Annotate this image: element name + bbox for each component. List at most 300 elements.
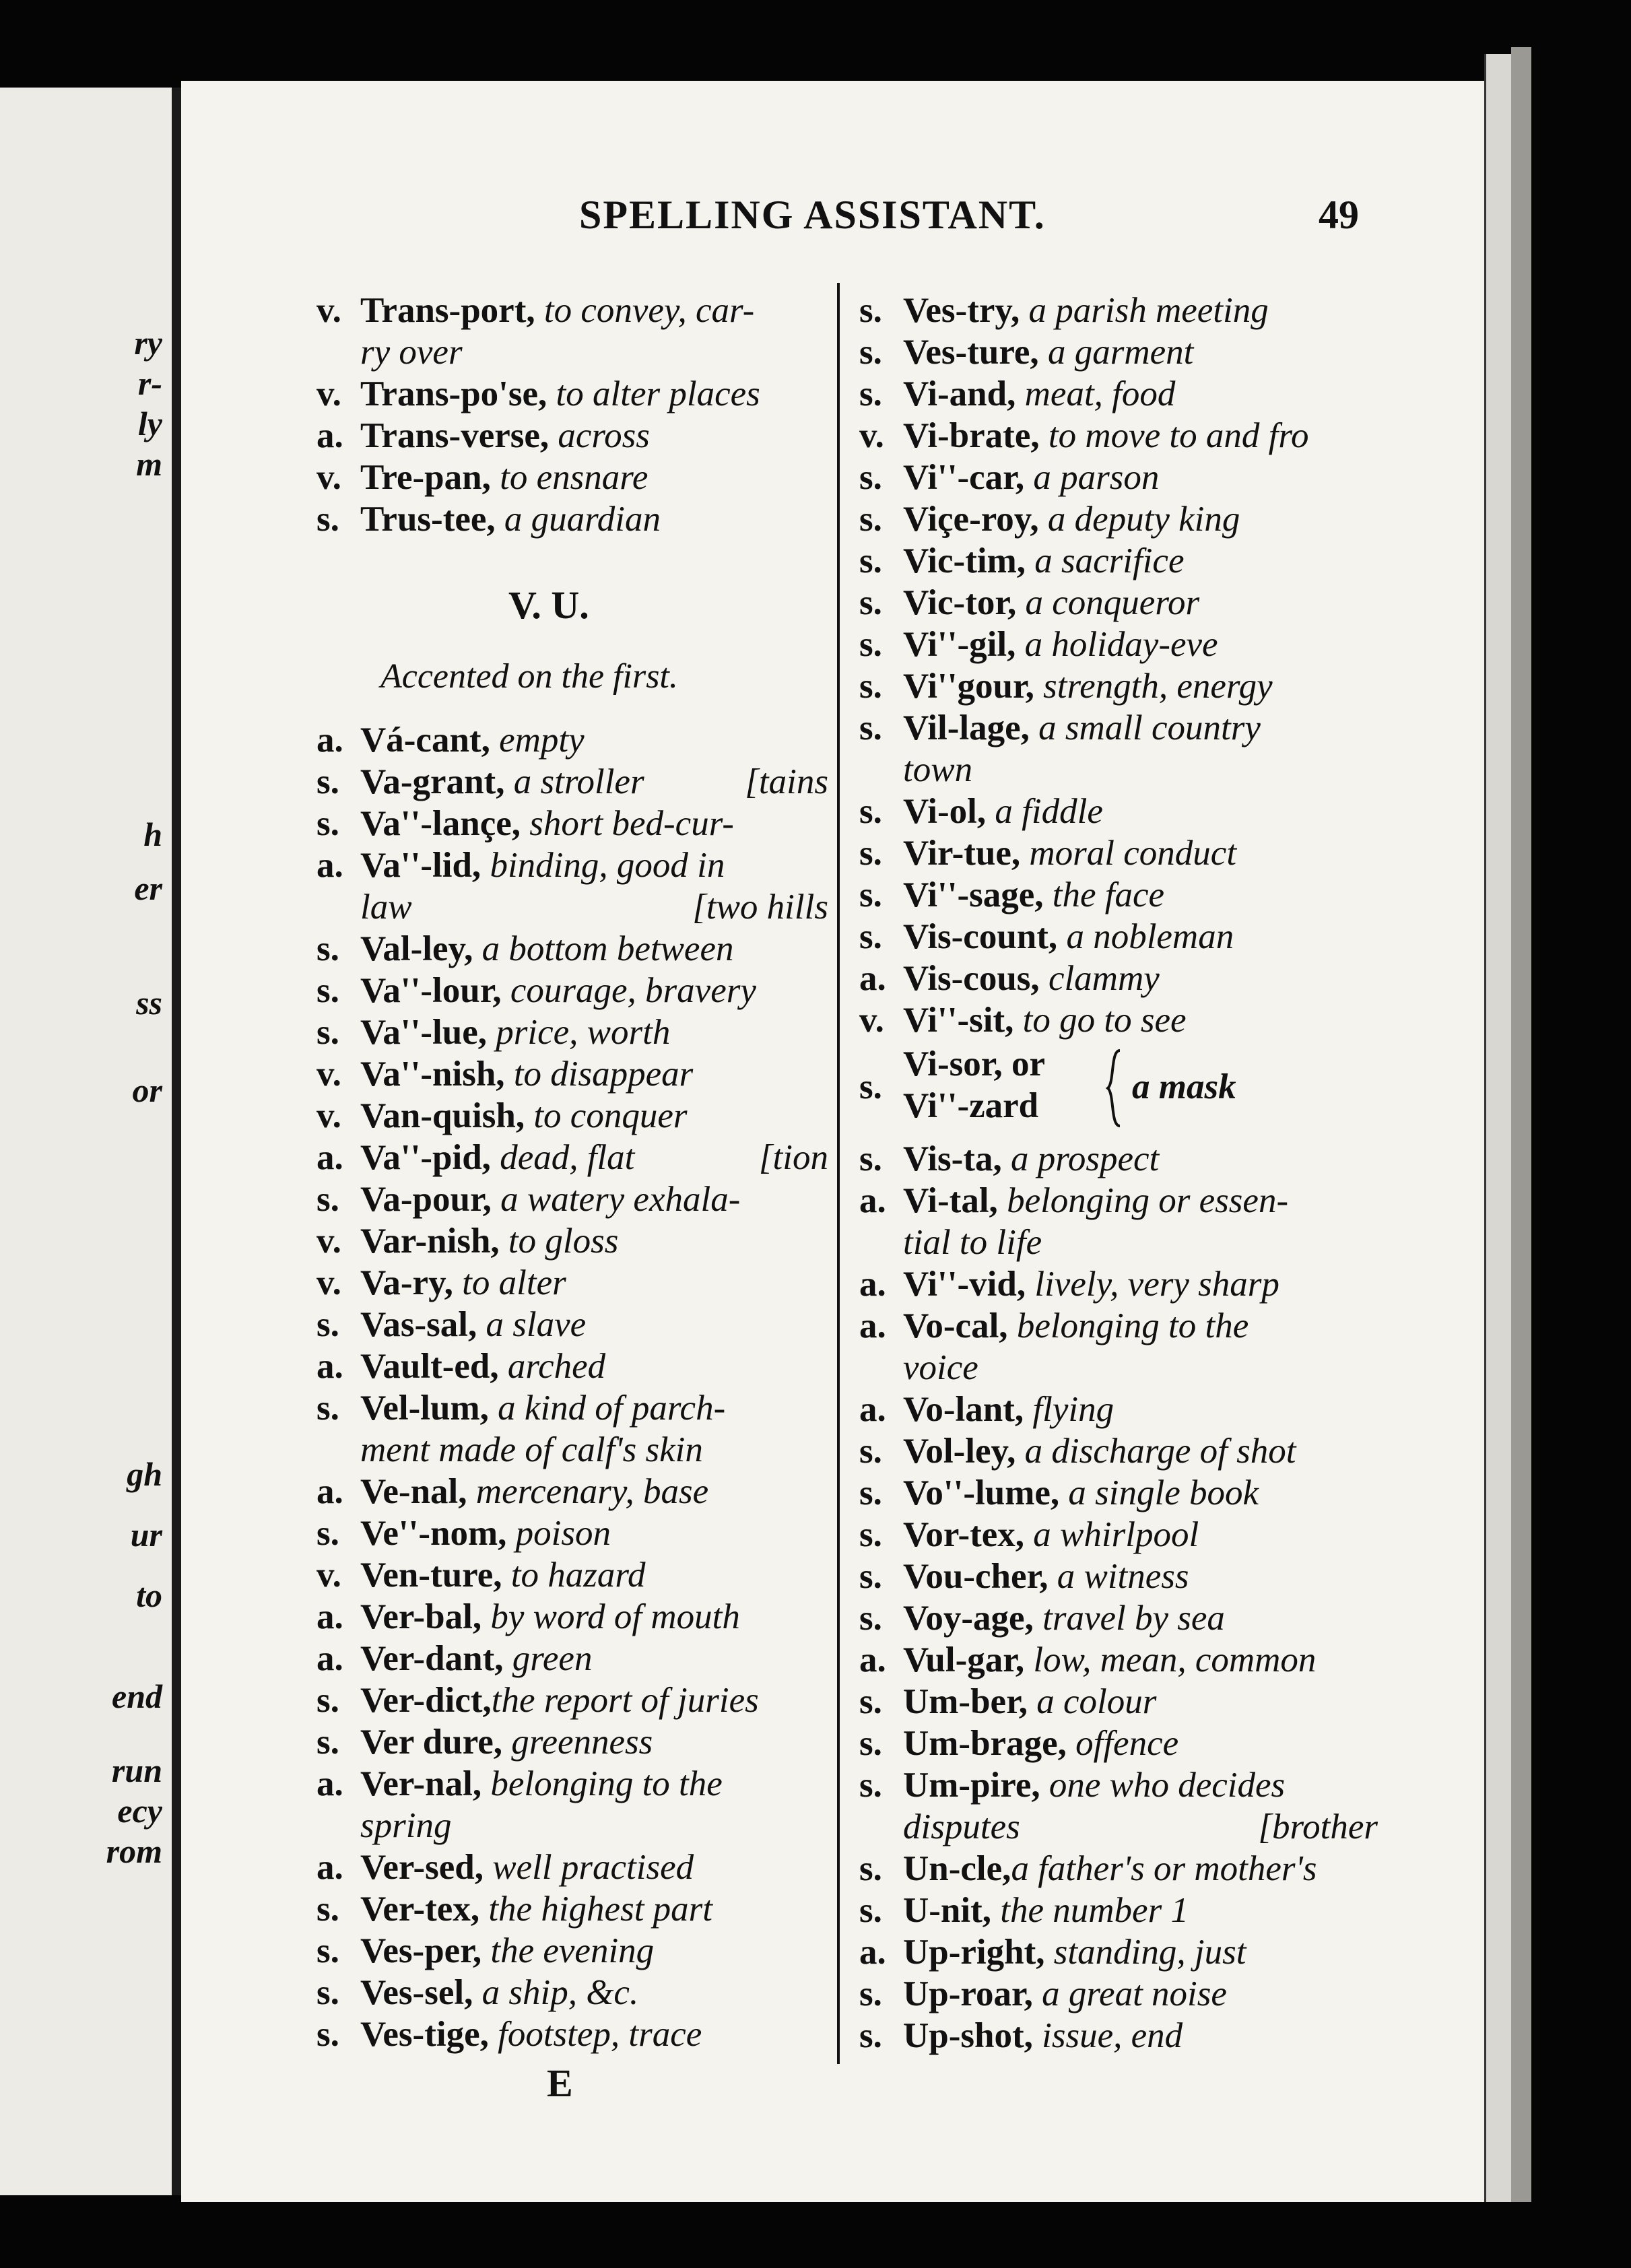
headword: Trans-po'se, (360, 374, 547, 413)
definition: flying (1024, 1390, 1114, 1429)
dictionary-entry (859, 832, 1378, 874)
entry-text (903, 1430, 1296, 1472)
dictionary-entry (317, 1596, 828, 1638)
definition: a mask (1132, 1067, 1236, 1106)
entry-text (360, 415, 650, 457)
definition: greenness (502, 1723, 653, 1762)
dictionary-entry (317, 844, 828, 886)
dictionary-entry (317, 1721, 828, 1763)
dictionary-entry (317, 373, 828, 415)
entry-text (360, 1972, 638, 2013)
facing-page-text-fragment: m (136, 445, 162, 483)
dictionary-entry (317, 1930, 828, 1972)
definition: a parson (1024, 458, 1160, 497)
part-of-speech: s. (859, 583, 882, 622)
facing-page-text-fragment: r- (137, 364, 162, 402)
entry-text (903, 457, 1159, 498)
definition-continuation: ment made of calf's skin (360, 1430, 703, 1469)
definition: empty (490, 721, 585, 760)
part-of-speech: s. (317, 1514, 339, 1553)
entry-text (360, 1721, 653, 1763)
section-heading: V. U. (508, 583, 589, 627)
entry-text (903, 1764, 1285, 1806)
headword: Vor-tex, (903, 1515, 1025, 1554)
dictionary-entry (859, 498, 1378, 540)
definition: strength, energy (1034, 667, 1273, 706)
definition: to go to see (1013, 1001, 1187, 1040)
part-of-speech: a. (317, 1848, 343, 1887)
definition: a prospect (1001, 1139, 1160, 1178)
part-of-speech: s. (859, 291, 882, 330)
dictionary-entry (317, 1972, 828, 2013)
part-of-speech: s. (859, 1473, 882, 1512)
definition: a kind of parch- (488, 1389, 726, 1428)
headword: Vo-lant, (903, 1390, 1024, 1429)
entry-text (903, 624, 1218, 665)
entry-text (360, 928, 733, 970)
dictionary-entry (317, 415, 828, 457)
definition: to conquer (525, 1096, 688, 1135)
definition: low, mean, common (1024, 1640, 1317, 1679)
headword: Vil-lage, (903, 708, 1030, 747)
definition: moral conduct (1020, 834, 1237, 873)
dictionary-entry-visor (859, 1044, 1398, 1131)
definition: the highest part (479, 1890, 713, 1929)
dictionary-entry (859, 1472, 1378, 1514)
part-of-speech: v. (317, 1556, 341, 1595)
definition: a guardian (495, 500, 661, 539)
definition-continuation: tial to life (903, 1223, 1042, 1262)
dictionary-entry (859, 2015, 1378, 2057)
definition: arched (498, 1347, 606, 1386)
part-of-speech: a. (317, 1472, 343, 1511)
headword: Var-nish, (360, 1222, 500, 1261)
entry-text (360, 1262, 566, 1304)
entry-text (360, 1930, 654, 1972)
part-of-speech: s. (317, 1180, 339, 1219)
headword: Trans-verse, (360, 416, 550, 455)
entry-text (903, 1263, 1279, 1305)
dictionary-entry (859, 999, 1378, 1041)
definition: price, worth (486, 1013, 671, 1052)
dictionary-entry (859, 415, 1378, 457)
definition: to move to and fro (1039, 416, 1309, 455)
part-of-speech: s. (859, 1849, 882, 1888)
dictionary-entry (859, 1180, 1378, 1222)
headword: Ver-tex, (360, 1890, 480, 1929)
entry-text (903, 1389, 1114, 1430)
part-of-speech: s. (317, 1389, 339, 1428)
part-of-speech: s. (859, 667, 882, 706)
headword: Ven-ture, (360, 1556, 502, 1595)
entry-text (360, 1512, 611, 1554)
part-of-speech: v. (317, 1096, 341, 1135)
entry-text (903, 832, 1236, 874)
part-of-speech: s. (859, 708, 882, 747)
definition: a parish meeting (1020, 291, 1269, 330)
part-of-speech: s. (859, 1891, 882, 1930)
headword: U-nit, (903, 1891, 992, 1930)
dictionary-entry (317, 1011, 828, 1053)
headword: Vir-tue, (903, 834, 1021, 873)
dictionary-entry (859, 1556, 1378, 1597)
definition-continuation: spring (360, 1806, 452, 1845)
entry-text (360, 803, 734, 844)
headword: Va-grant, (360, 762, 505, 801)
dictionary-entry (859, 874, 1378, 916)
definition: standing, just (1044, 1933, 1246, 1972)
headword: Ves-sel, (360, 1973, 473, 2012)
definition: poison (506, 1514, 611, 1553)
dictionary-entry (859, 1430, 1378, 1472)
headword: Vi''-sit, (903, 1001, 1014, 1040)
headword: Tre-pan, (360, 458, 491, 497)
entry-text (360, 1053, 693, 1095)
headword: Vi''-car, (903, 458, 1025, 497)
part-of-speech: s. (317, 1931, 339, 1970)
headword: Vis-count, (903, 917, 1058, 956)
headword: Va''-lour, (360, 971, 502, 1010)
definition: a fiddle (986, 792, 1103, 831)
definition: to disappear (504, 1055, 694, 1094)
headword: Val-ley, (360, 929, 473, 968)
definition: to convey, car- (535, 291, 755, 330)
entry-text (360, 2013, 702, 2055)
dictionary-entry (859, 373, 1378, 415)
dictionary-entry (317, 1095, 828, 1137)
headword: Va''-lid, (360, 846, 481, 885)
definition: belonging to the (1007, 1306, 1249, 1345)
part-of-speech: s. (859, 1515, 882, 1554)
headword: Vic-tim, (903, 541, 1026, 580)
entry-text (903, 874, 1164, 916)
definition: dead, flat (490, 1138, 635, 1177)
definition: a holiday-eve (1016, 625, 1218, 664)
dictionary-entry (859, 1681, 1378, 1723)
part-of-speech: s. (859, 1139, 882, 1178)
dictionary-entry (859, 958, 1378, 999)
dictionary-entry (317, 1387, 828, 1429)
dictionary-entry (317, 1888, 828, 1930)
definition-continuation: ry over (360, 333, 463, 372)
part-of-speech: a. (859, 1390, 886, 1429)
facing-page-text-fragment: rom (106, 1832, 162, 1870)
headword: Vel-lum, (360, 1389, 489, 1428)
carryover-note: [tains (745, 762, 828, 801)
definition: belonging or essen- (997, 1181, 1289, 1220)
dictionary-entry (859, 1263, 1378, 1305)
dictionary-entry (859, 707, 1378, 749)
facing-page-text-fragment: ss (136, 984, 162, 1022)
headword: Up-roar, (903, 1974, 1033, 2013)
dictionary-entry (859, 1514, 1378, 1556)
headword: Um-brage, (903, 1724, 1067, 1763)
headword: Vis-cous, (903, 959, 1040, 998)
headword: Ver-dant, (360, 1639, 504, 1678)
facing-page-text-fragment: ecy (117, 1792, 162, 1830)
dictionary-entry (859, 331, 1378, 373)
part-of-speech: a. (317, 1347, 343, 1386)
headword: Vi-and, (903, 374, 1016, 413)
headword: Vault-ed, (360, 1347, 499, 1386)
entry-text (903, 1639, 1316, 1681)
definition: to ensnare (490, 458, 648, 497)
part-of-speech: s. (859, 333, 882, 372)
headword: Un-cle, (903, 1849, 1011, 1888)
definition: a father's or mother's (1011, 1849, 1317, 1888)
headword: Ves-tige, (360, 2015, 489, 2054)
column-divider (837, 283, 840, 2064)
entry-text (360, 1596, 740, 1638)
headword: Vol-ley, (903, 1432, 1016, 1471)
entry-text (360, 970, 756, 1011)
definition-continuation: disputes (903, 1807, 1020, 1846)
part-of-speech: a. (859, 1265, 886, 1304)
entry-text (360, 1304, 586, 1345)
definition: lively, very sharp (1026, 1265, 1279, 1304)
part-of-speech: a. (859, 1181, 886, 1220)
entry-text (903, 665, 1273, 707)
definition: short bed-cur- (521, 804, 734, 843)
definition: a whirlpool (1024, 1515, 1199, 1554)
part-of-speech: s. (859, 1557, 882, 1596)
headword: Vi''-gil, (903, 625, 1016, 664)
facing-page-text-fragment: ly (137, 405, 162, 442)
headword: Ves-ture, (903, 333, 1039, 372)
part-of-speech: s. (317, 1013, 339, 1052)
headword: Va''-lançe, (360, 804, 521, 843)
dictionary-entry (859, 540, 1378, 582)
part-of-speech: s. (317, 1890, 339, 1929)
definition: a garment (1038, 333, 1194, 372)
part-of-speech: s. (317, 500, 339, 539)
definition-continuation: law (360, 888, 412, 927)
entry-text (360, 1178, 740, 1220)
facing-page-text-fragment: er (134, 869, 162, 907)
dictionary-entry (859, 1138, 1378, 1180)
entry-text (903, 958, 1160, 999)
entry-text (903, 290, 1269, 331)
headword: Vo''-lume, (903, 1473, 1060, 1512)
entry-text (360, 1095, 687, 1137)
headword: Vic-tor, (903, 583, 1017, 622)
part-of-speech: s. (317, 971, 339, 1010)
facing-page-text-fragment: to (136, 1576, 162, 1614)
part-of-speech: s. (317, 929, 339, 968)
headword: Ver-bal, (360, 1597, 482, 1636)
page-number: 49 (1319, 193, 1359, 237)
facing-page-text-fragment: end (112, 1677, 162, 1715)
definition: belonging to the (481, 1764, 723, 1803)
definition: travel by sea (1033, 1599, 1225, 1638)
dictionary-entry (859, 1764, 1378, 1806)
definition: a witness (1048, 1557, 1189, 1596)
dictionary-entry (317, 2013, 828, 2055)
part-of-speech: a. (859, 1640, 886, 1679)
dictionary-entry (859, 1723, 1378, 1764)
part-of-speech: a. (859, 959, 886, 998)
dictionary-entry (859, 1389, 1378, 1430)
part-of-speech: v. (317, 458, 341, 497)
headword: Ves-try, (903, 291, 1020, 330)
headword: Vi-sor, or (903, 1044, 1045, 1083)
facing-page-text-fragment: gh (127, 1455, 162, 1493)
part-of-speech: s. (859, 500, 882, 539)
headword: Trus-tee, (360, 500, 496, 539)
definition: a stroller (504, 762, 644, 801)
entry-text (360, 498, 661, 540)
dictionary-entry (859, 290, 1378, 331)
entry-text (903, 999, 1187, 1041)
part-of-speech: s. (859, 1974, 882, 2013)
definition: a bottom between (473, 929, 734, 968)
headword: Ver dure, (360, 1723, 503, 1762)
entry-text (903, 1848, 1317, 1890)
headword: Viçe-roy, (903, 500, 1039, 539)
definition: a small country (1029, 708, 1261, 747)
definition: the number 1 (991, 1891, 1189, 1930)
part-of-speech: s. (859, 1432, 882, 1471)
part-of-speech: a. (317, 846, 343, 885)
definition: a colour (1027, 1682, 1157, 1721)
entry-text (360, 1220, 618, 1262)
facing-page-text-fragment: run (111, 1752, 162, 1789)
part-of-speech: s. (859, 374, 882, 413)
dictionary-entry (317, 290, 828, 331)
dictionary-entry (859, 582, 1378, 624)
part-of-speech: s. (317, 1681, 339, 1720)
definition: a discharge of shot (1016, 1432, 1296, 1471)
headword: Ver-sed, (360, 1848, 484, 1887)
part-of-speech: a. (317, 1138, 343, 1177)
dictionary-entry (317, 1471, 828, 1512)
definition: clammy (1039, 959, 1160, 998)
headword: Voy-age, (903, 1599, 1034, 1638)
definition: to alter places (547, 374, 760, 413)
part-of-speech: s. (859, 625, 882, 664)
headword: Vá-cant, (360, 721, 490, 760)
part-of-speech: a. (317, 721, 343, 760)
entry-text (903, 540, 1184, 582)
definition: a single book (1059, 1473, 1259, 1512)
part-of-speech: s. (859, 1067, 882, 1106)
entry-text (903, 1472, 1259, 1514)
definition-continuation: town (903, 750, 973, 789)
dictionary-entry (317, 1846, 828, 1888)
definition: a nobleman (1057, 917, 1234, 956)
brace-icon (1105, 1049, 1125, 1127)
part-of-speech: s. (859, 1724, 882, 1763)
part-of-speech: a. (317, 1764, 343, 1803)
entry-text (903, 331, 1193, 373)
headword: Vul-gar, (903, 1640, 1025, 1679)
page-edge-shadow (1511, 47, 1531, 2202)
headword: Vi''gour, (903, 667, 1034, 706)
part-of-speech: s. (317, 1723, 339, 1762)
dictionary-entry (317, 970, 828, 1011)
entry-text (903, 1180, 1288, 1222)
headword: Ver-dict, (360, 1681, 492, 1720)
carryover-note: [brother (1258, 1807, 1378, 1846)
facing-page-text-fragment: h (143, 815, 162, 853)
headword: Va''-pid, (360, 1138, 491, 1177)
definition: issue, end (1032, 2016, 1183, 2055)
headword: Um-ber, (903, 1682, 1028, 1721)
headword: Up-shot, (903, 2016, 1033, 2055)
part-of-speech: s. (859, 834, 882, 873)
definition: across (549, 416, 650, 455)
dictionary-entry (317, 803, 828, 844)
part-of-speech: s. (859, 1682, 882, 1721)
headword: Va-pour, (360, 1180, 492, 1219)
headword: Vi-ol, (903, 792, 987, 831)
definition: to hazard (502, 1556, 646, 1595)
carryover-note: [two hills (692, 888, 828, 927)
headword: Vi-tal, (903, 1181, 998, 1220)
headword: Vo-cal, (903, 1306, 1008, 1345)
dictionary-entry (859, 1931, 1378, 1973)
entry-text (903, 1138, 1159, 1180)
entry-text (903, 373, 1175, 415)
part-of-speech: s. (859, 2016, 882, 2055)
entry-text (903, 1931, 1246, 1973)
dictionary-entry (317, 1345, 828, 1387)
entry-text (360, 290, 754, 331)
entry-text (903, 1890, 1189, 1931)
dictionary-entry (317, 1554, 828, 1596)
headword: Va''-lue, (360, 1013, 487, 1052)
part-of-speech: a. (317, 416, 343, 455)
definition: a great noise (1032, 1974, 1227, 2013)
entry-text (903, 1973, 1227, 2015)
headword: Vi''-vid, (903, 1265, 1026, 1304)
facing-page-text-fragment: or (132, 1071, 162, 1109)
headword: Vas-sal, (360, 1305, 477, 1344)
facing-page-text-fragment: ur (130, 1516, 162, 1554)
part-of-speech: v. (317, 1055, 341, 1094)
part-of-speech: a. (859, 1933, 886, 1972)
entry-text (360, 1137, 634, 1178)
entry-text (903, 498, 1240, 540)
definition: a slave (477, 1305, 587, 1344)
part-of-speech: a. (317, 1597, 343, 1636)
entry-text (360, 1888, 712, 1930)
entry-text (903, 2015, 1183, 2057)
part-of-speech: v. (317, 291, 341, 330)
entry-text (360, 1763, 723, 1805)
part-of-speech: v. (859, 416, 884, 455)
part-of-speech: v. (317, 1263, 341, 1302)
part-of-speech: v. (859, 1001, 884, 1040)
definition: courage, bravery (501, 971, 756, 1010)
entry-text (360, 1679, 759, 1721)
definition: a ship, &c. (473, 1973, 639, 2012)
dictionary-entry (317, 457, 828, 498)
part-of-speech: s. (317, 1973, 339, 2012)
entry-text (360, 844, 725, 886)
headword: Van-quish, (360, 1096, 525, 1135)
entry-text (360, 1471, 708, 1512)
definition: the report of juries (491, 1681, 759, 1720)
entry-text (903, 791, 1103, 832)
headword: Up-right, (903, 1933, 1045, 1972)
dictionary-entry (317, 1178, 828, 1220)
book-gutter (172, 88, 181, 2195)
definition: footstep, trace (488, 2015, 702, 2054)
part-of-speech: s. (859, 458, 882, 497)
headword: Ve-nal, (360, 1472, 467, 1511)
headword: Vi''-zard (903, 1086, 1039, 1125)
